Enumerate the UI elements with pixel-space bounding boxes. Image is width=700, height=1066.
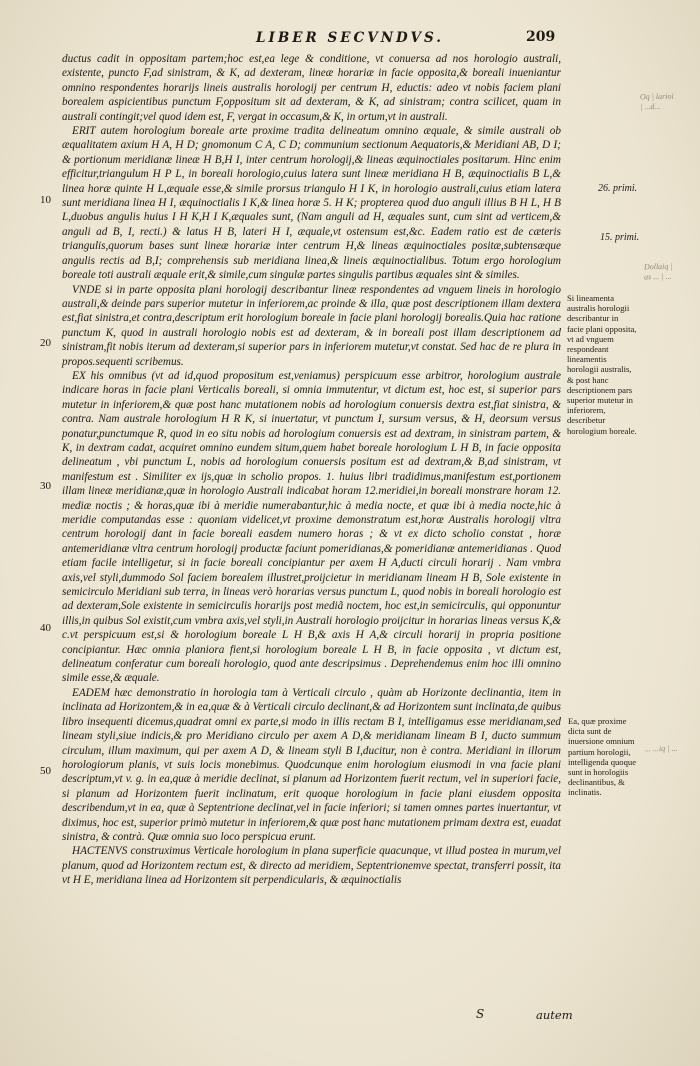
page-number: 209 <box>526 29 556 45</box>
paragraph: EX his omnibus (vt ad id,quod propositum est,veniamus) perspicuum esse arbitror, horologium australe indicare horas in facie plani Verticalis boreali, si omnia immutentur, vt dictum est, hoc est, si superior pars mutetur in inferiorem,& quæ post hanc mutationem nobis ad horologium conuersis dextra est,fiat sinistra, & contra. Nam australe horologium H R K, si inuertatur, vt punctum I, sursum versus, & H, deorsum versus ponatur,punctumque R, quod in eo situ nobis ad horologium conuersis est ad dextram, in sinistram partem, & K, in dextram cadat, acquiret omnino eundem situm,quem habet boreale horologium L H B, in facie opposita delineatum , vbi punctum L, nobis ad horologium conuersis positum est ad dextram,& B,ad sinistram, vt manifestum est . Similiter ex ijs,quæ in scholio propos. 1. huius libri tradidimus,manifestum est,portionem illam lineæ meridianæ,quæ in horologio Australi indicabat horam 12.meridiei,in boreali monstrare horam 12. mediæ noctis ; & horas,quæ ibi à meridie numerabantur,hic à media nocte, et quæ ibi à media nocte,hic à meridie computandas esse : quoniam videlicet,vt proxime demonstratum est,horæ Australis horologij vltra centrum horologij dant in facie boreali easdem numero horas ; & vt ex dicto scholio constat , horæ antemeridianæ vltra centrum horologij productæ faciunt pomeridianas,& pomeridianæ antemeridianas . Quod etiam facile intelligetur, si in facie boreali concipiantur per axem H A,ducti circuli horarij . Nam vmbra axis,vel styli,dummodo Sol faciem borealem illustret,proijcietur in meridianam lineam H B, Sole existente in semicirculo Meridiani sub terra, in lineas verò horarias versus punctum L, quod nobis in boreali horologio est ad dexteram,Sole existente in semicirculis horarijs post mediã noctem, hoc est,in semicirculis, qui opponuntur illis,in quibus Sol existit,cum vmbra axis,vel styli,in Australi horologio proijcitur in horarias lineas versus K,& c.vt perspicuum est,si & horologium boreale L H B,& axis H A,& circuli horarij in propria positione concipiantur. Hæc omnia planiora fient,si horologium boreale L H B, in facie opposita , vt dictum est, delineatum conferatur cum boreali horologio, quod ante descripsimus . Deprehendemus enim hoc illi omnino simile esse,& æquale. <box>62 369 561 685</box>
bleed-through-text: Oq | larioi | ...d... <box>639 91 674 111</box>
margin-reference: 26. primi. <box>598 183 638 194</box>
margin-reference: 15. primi. <box>600 232 640 243</box>
line-number: 40 <box>40 622 51 634</box>
main-text <box>62 52 561 888</box>
paragraph: VNDE si in parte opposita plani horologij describantur lineæ respondentes ad vnguem lineis in horologio australi,& deinde pars superior mutetur in inferiorem,ac proinde & illa, quæ post descriptionem illam dextera est,fiat sinistra,et contra,descriptum erit horologium boreale in facie plani horologij borealis.Quia hac ratione punctum K, quod in australi horologio nobis est ad dexteram, & in boreali post illam descriptionem ad sinistram,fit nobis iterum ad dexteram,si superior pars in inferiorem mutetur,vt constat. Sed hac de re plura in propos.sequenti scribemus. <box>62 283 561 368</box>
line-number: 20 <box>40 337 51 349</box>
signature-mark: S <box>476 1007 485 1021</box>
paragraph: ERIT autem horologium boreale arte proxime tradita delineatum omnino æquale, & simile australi ob æqualitatem axium H A, H D; gnomonum C A, C D; communium sectionum Aequatoris,& Meridiani AB, D I; & portionum meridianæ lineæ H B,H I, inter centrum horologij,& lineas æquinoctiales positarum. Hinc enim efficitur,triangulum H P L, in boreali horologio,cuius latera sunt lineæ meridiana H B, æquinoctialis B L,& linea horæ quinte H L,æquale esse,& simile prorsus triangulo H I K, in horologio australi,cuius etiam latera sunt meridiana linea H I, æquinoctialis I K,& linea horæ 5. H K; propterea quod duo anguli illius B H L, H B L,duobus angulis huius I H K,H I K,æquales sunt, (Nam anguli ad H, æquales sunt, cum sint ad verticem,& anguli ad B, I, recti.) & latus H B, lateri H I, æquale,vt ostensum est,&c. Eadem ratio est de cæteris triangulis,quorum bases sunt lineæ horariæ inter centrum H,& lineas æquinoctiales positæ,subtensæque angulis rectis ad B,I; comprehensis sub meridiana linea,& lineis æquinoctialibus. Totum ergo horologium boreale toti australi æquale erit,& simile,cum singulæ partes singulis partibus æquales sint & similes. <box>62 125 561 282</box>
bleed-through-text: ... ...iq | ... <box>644 743 678 754</box>
catchword: autem <box>536 1008 573 1022</box>
line-number: 30 <box>40 480 51 492</box>
bleed-through-text: Dollaiq | as ... | ... <box>643 261 673 281</box>
paragraph: ductus cadit in oppositam partem;hoc est,ea lege & conditione, vt conuersa ad nos horologio australi, existente, puncto F,ad sinistram, & K, ad dexteram, lineæ horariæ in facie opposita,& boreali inueniantur omnino respondentes horarijs lineis australis horologij per centrum H, eductis: adeo vt nobis faciem plani borealem aspicientibus punctum F,oppositum sit ad dexteram, & K, ad sinistram; contra scilicet, quam in australi contingit;vel quod idem est, F, vergat in occasum,& K, in ortum,vt in australi. <box>62 53 561 123</box>
running-head: LIBER SECVNDVS. <box>256 30 444 46</box>
line-number: 10 <box>40 194 51 206</box>
margin-note: Si lineamenta australis horologii describantur in facie plani opposita, vt ad vnguem respondeant lineamentis horologii australis, & post hanc descriptionem pars superior mutetur in inferiorem, describetur horologium boreale. <box>567 293 637 436</box>
line-number: 50 <box>40 765 51 777</box>
paragraph: EADEM hæc demonstratio in horologia tam à Verticali circulo , quàm ab Horizonte declinantia, item in inclinata ad Horizontem,& in ea,quæ & à Verticali circulo declinant,& ad Horizontem sunt inclinata,de quibus libro insequenti dicemus,quadrat omni ex parte,si modo in illis rectam B I, intelligamus esse meridianam,sed lineam styli,siue indicis,& pro Meridiano circulo per axem A D,& meridianam lineam B I, ducto summum circulum, illum maximum, qui per axem A D, & lineam styli B I,ducitur, non è contra. Meridiani in illorum horologiorum planis, vt suis locis monebimus. Quodcunque enim horologium eiusmodi in vna facie plani descriptum,vt v. g. in ea,quæ à meridie declinat, si planum ad Horizontem fuerit rectum, vel in superiori facie, si planum ad Horizontem fuerit inclinatum, erit quoque horologium in facie plani eiusdem opposita describendum,vt in ea, quæ à Septentrione declinat,vel in facie inferiori; si tamen omnes partes inuertantur, vt diximus, hoc est, superior primò mutetur in inferiorem,& quæ post hanc mutationem primam dextra est, euadat sinistra, & contrà. Quæ omnia suo loco perspicua erunt. <box>62 686 561 843</box>
margin-note: Ea, quæ proxime dicta sunt de inuersione omnium partium horologii, intelligenda quoque sunt in horologiis declinantibus, & inclinatis. <box>568 716 637 798</box>
paragraph: HACTENVS construximus Verticale horologium in plana superficie quacunque, vt illud postea in murum,vel planum, quod ad Horizontem rectum est, & directo ad meridiem, Septentrionemve spectat, transferri possit, ita vt H E, meridiana linea ad Horizontem sit perpendicularis, & æquinoctialis <box>62 845 561 887</box>
